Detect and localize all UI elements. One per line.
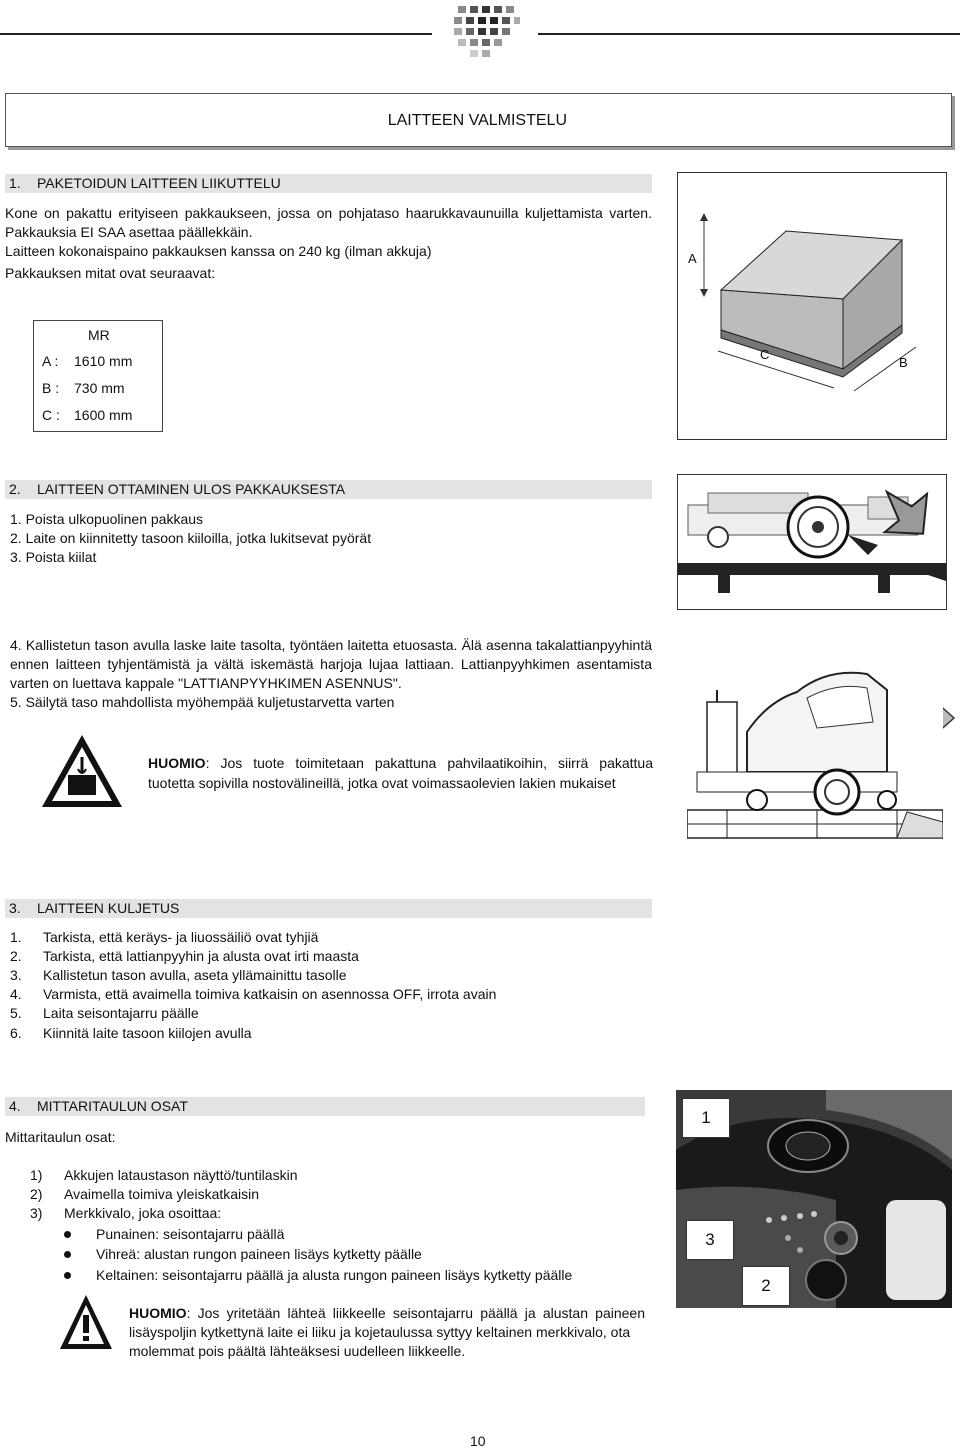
package-figure (677, 172, 947, 440)
section-2-note-text1: : Jos tuote toimitetaan pakattuna pahvilaatikoihin, siirrä pakattua (205, 755, 653, 771)
photo-label-3: 3 (686, 1220, 734, 1260)
section-2-note-label: HUOMIO (148, 755, 206, 771)
section-2-step4-line3: varten on luettava kappale "LATTIANPYYHKIMEN ASENNUS". (10, 675, 402, 691)
section-1-para1: Kone on pakattu erityiseen pakkaukseen, jossa on pohjataso haarukkavaunuilla kuljettamista varten. (5, 205, 652, 221)
dashboard-photo (676, 1090, 952, 1308)
list-item-text: Laita seisontajarru päälle (43, 1005, 199, 1021)
list-item-text: Avaimella toimiva yleiskatkaisin (64, 1186, 260, 1202)
list-item-number: 2) (30, 1186, 43, 1202)
section-2-step4-line2: ennen laitteen tyhjentämistä ja vältä iskemästä harjoja lujaa lattiaan. Lattianpyyhkimen asentamista (10, 656, 652, 672)
section-2-number: 2. (9, 481, 21, 497)
list-item: 6. (10, 1025, 22, 1041)
header-rule-right (538, 33, 960, 35)
section-2-heading (5, 480, 652, 499)
section-2-note-line1 (148, 754, 653, 773)
section-2-step5: 5. Säilytä taso mahdollista myöhempää kuljetustarvetta varten (10, 694, 395, 710)
warning-triangle-icon (58, 1293, 114, 1353)
section-4-note-line3: molemmat pois päältä lähteäksesi uudelleen liikkeelle. (129, 1343, 466, 1359)
section-1-title: PAKETOIDUN LAITTEEN LIIKUTTELU (37, 175, 281, 191)
list-item-text: Merkkivalo, joka osoittaa: (64, 1205, 222, 1221)
list-item-text: Tarkista, että keräys- ja liuossäiliö ovat tyhjiä (43, 929, 319, 945)
section-3-number: 3. (9, 900, 21, 916)
section-1-para4: Pakkauksen mitat ovat seuraavat: (5, 265, 216, 281)
dimension-a-key: A : (42, 353, 59, 369)
list-item-text: Akkujen lataustason näyttö/tuntilaskin (64, 1167, 298, 1183)
figure-label-a: A (688, 251, 697, 266)
section-2-note-line2: tuotetta sopivilla nostovälineillä, jotka ovat voimassaolevien lakien mukaiset (148, 775, 616, 791)
section-1-para2: Pakkauksia EI SAA asettaa päällekkäin. (5, 224, 253, 240)
list-item-text: Varmista, että avaimella toimiva katkaisin on asennossa OFF, irrota avain (43, 986, 497, 1002)
list-item: 1. (10, 929, 22, 945)
list-item: 3. (10, 967, 22, 983)
page-title-box (5, 93, 952, 147)
section-3-heading (5, 899, 652, 918)
list-item-text: Kiinnitä laite tasoon kiilojen avulla (43, 1025, 252, 1041)
section-4-title: MITTARITAULUN OSAT (37, 1098, 188, 1114)
section-4-note-text1: : Jos yritetään lähteä liikkeelle seisontajarru päällä ja alustan paineen (186, 1305, 645, 1321)
section-4-note-label: HUOMIO (129, 1305, 187, 1321)
section-4-note-line2: lisäyspoljin kytkettynä laite ei liiku ja kojetaulussa syttyy keltainen merkkivalo, ota (129, 1324, 631, 1340)
bullet-icon (64, 1272, 71, 1279)
section-2-step4-line1: 4. Kallistetun tason avulla laske laite tasolta, työntäen laitetta etuosasta. Älä asenna takalattianpyyhintä (10, 637, 652, 653)
section-2-step1: 1. Poista ulkopuolinen pakkaus (10, 511, 204, 527)
section-2-title: LAITTEEN OTTAMINEN ULOS PAKKAUKSESTA (37, 481, 346, 497)
section-1-number: 1. (9, 175, 21, 191)
dimensions-header: MR (88, 327, 110, 343)
list-item-number: 1) (30, 1167, 43, 1183)
list-item-number: 3) (30, 1205, 43, 1221)
list-item-text: Kallistetun tason avulla, aseta yllämainittu tasolle (43, 967, 347, 983)
dots-logo-icon (452, 4, 522, 62)
section-3-title: LAITTEEN KULJETUS (37, 900, 180, 916)
dimension-b-key: B : (42, 380, 60, 396)
list-item: 5. (10, 1005, 22, 1021)
section-4-intro: Mittaritaulun osat: (5, 1129, 116, 1145)
unpacking-figure (677, 474, 947, 610)
list-item-text: Tarkista, että lattianpyyhin ja alusta ovat irti maasta (43, 948, 359, 964)
figure-label-b: B (899, 355, 908, 370)
section-2-step3: 3. Poista kiilat (10, 549, 97, 565)
photo-label-1: 1 (682, 1098, 730, 1138)
page-number: 10 (470, 1433, 486, 1449)
section-2-step2: 2. Laite on kiinnitetty tasoon kiiloilla, jotka lukitsevat pyörät (10, 530, 372, 546)
bullet-green: Vihreä: alustan rungon paineen lisäys kytketty päälle (96, 1246, 422, 1262)
section-4-heading (5, 1097, 645, 1116)
bullet-icon (64, 1251, 71, 1258)
dimension-c-value: 1600 mm (74, 407, 133, 423)
dimension-a-value: 1610 mm (74, 353, 133, 369)
bullet-icon (64, 1231, 71, 1238)
bullet-yellow: Keltainen: seisontajarru päällä ja alusta rungon paineen lisäys kytketty päälle (96, 1267, 573, 1283)
section-4-number: 4. (9, 1098, 21, 1114)
section-1-para3: Laitteen kokonaispaino pakkauksen kanssa on 240 kg (ilman akkuja) (5, 243, 432, 259)
photo-label-2: 2 (742, 1266, 790, 1306)
package-dimensions-table (33, 320, 163, 432)
dimension-b-value: 730 mm (74, 380, 125, 396)
dimension-c-key: C : (42, 407, 60, 423)
figure-label-c: C (760, 347, 770, 362)
list-item: 4. (10, 986, 22, 1002)
bullet-red: Punainen: seisontajarru päällä (96, 1226, 285, 1242)
section-1-heading (5, 174, 652, 193)
lifting-warning-icon (40, 733, 124, 809)
machine-figure (687, 662, 943, 848)
page-title: LAITTEEN VALMISTELU (387, 112, 567, 129)
section-4-note-line1 (129, 1304, 645, 1323)
list-item: 2. (10, 948, 22, 964)
header-rule-left (0, 33, 432, 35)
